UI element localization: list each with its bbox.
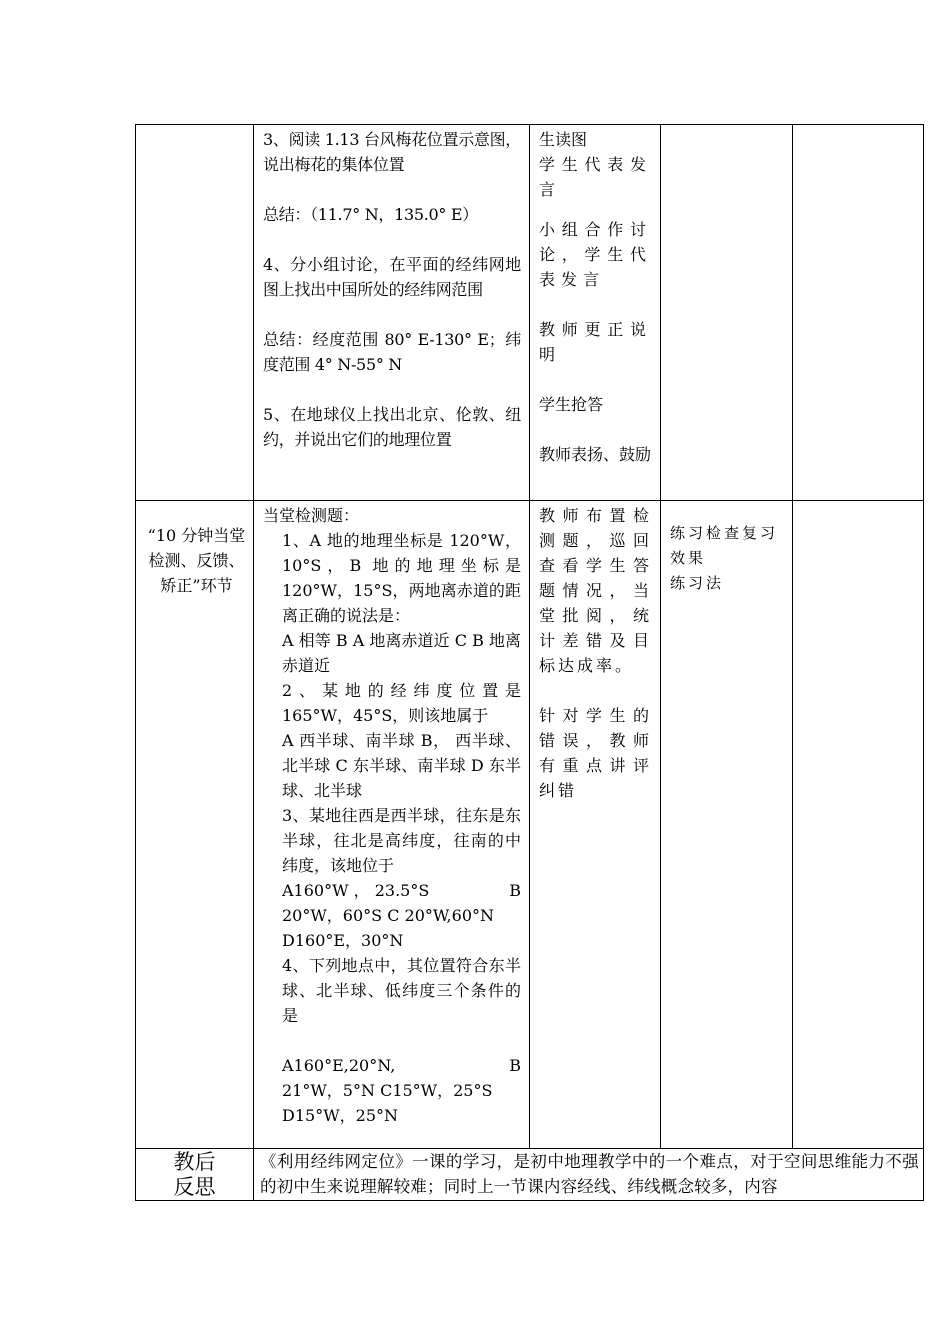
activity-line: 生读图	[539, 130, 588, 149]
content-line: 3、阅读 1.13 台风梅花位置示意图，说出梅花的集体位置	[263, 130, 521, 174]
reflection-text: 《利用经纬网定位》一课的学习，是初中地理教学中的一个难点，对于空间思维能力不强的初中生来说理解较难；同时上一节课内容经线、纬线概念较多，内容	[260, 1152, 919, 1196]
activity-text: 教师布置检测题，巡回查看学生答题情况，当堂批阅，统计差错及目标达成率。	[539, 506, 652, 675]
table-row	[136, 125, 924, 501]
question-4: 4、下列地点中，其位置符合东半球、北半球、低纬度三个条件的是	[282, 956, 521, 1025]
content-line: 总结：经度范围 80° E-130° E；纬度范围 4° N-55° N	[263, 330, 521, 374]
activity-cell	[530, 501, 661, 1149]
content-line: 4、分小组讨论，在平面的经纬网地图上找出中国所处的经纬网范围	[263, 255, 521, 299]
question-1: 1、A 地的地理坐标是 120°W，10°S，B 地的地理坐标是 120°W，15°S，两地离赤道的距离正确的说法是：	[282, 531, 521, 625]
reflection-title: 反思	[173, 1175, 216, 1199]
stage-label: “10 分钟当堂检测、反馈、矫正”环节	[147, 526, 246, 595]
method-cell	[661, 501, 793, 1149]
option-text: B	[509, 1056, 521, 1075]
activity-line: 学生代表发言	[539, 155, 652, 199]
option-text: D15°W，25°N	[282, 1106, 398, 1125]
activity-line: 学生抢答	[539, 395, 604, 414]
lesson-plan-table	[135, 124, 924, 1201]
question-4-options-row	[282, 1053, 521, 1078]
option-text: D160°E，30°N	[282, 931, 404, 950]
option-text: 21°W，5°N C15°W，25°S	[282, 1081, 493, 1100]
reflection-cell	[254, 1149, 924, 1201]
option-text: A160°E,20°N,	[282, 1056, 396, 1075]
stage-cell	[136, 501, 254, 1149]
activity-line: 小组合作讨论，学生代表发言	[539, 220, 652, 289]
question-3-options-row	[282, 878, 521, 903]
method-text: 练习检查复习效果 练习法	[670, 524, 779, 592]
reflection-title: 教后	[173, 1150, 216, 1174]
question-2: 2、某地的经纬度位置是 165°W，45°S，则该地属于	[282, 681, 521, 725]
content-cell	[254, 125, 530, 501]
activity-cell	[530, 125, 661, 501]
question-3: 3、某地往西是西半球，往东是东半球，往北是高纬度，往南的中纬度，该地位于	[282, 806, 521, 875]
option-text: B	[509, 881, 521, 900]
activity-line: 教师更正说明	[539, 320, 652, 364]
notes-cell	[793, 125, 924, 501]
content-line: 总结：（11.7° N，135.0° E）	[263, 205, 478, 224]
content-cell	[254, 501, 530, 1149]
stage-cell	[136, 125, 254, 501]
activity-text: 针对学生的错误，教师有重点讲评纠错	[539, 706, 652, 800]
reflection-title-cell	[136, 1149, 254, 1201]
method-cell	[661, 125, 793, 501]
table-row	[136, 501, 924, 1149]
activity-line: 教师表扬、鼓励	[539, 445, 652, 464]
table-row	[136, 1149, 924, 1201]
notes-cell	[793, 501, 924, 1149]
question-1-options: A 相等 B A 地离赤道近 C B 地离赤道近	[282, 631, 521, 675]
quiz-title: 当堂检测题：	[263, 506, 360, 525]
question-2-options: A 西半球、南半球 B， 西半球、北半球 C 东半球、南半球 D 东半球、北半球	[282, 731, 521, 800]
content-line: 5、在地球仪上找出北京、伦敦、纽约，并说出它们的地理位置	[263, 405, 521, 449]
option-text: A160°W ， 23.5°S	[282, 881, 430, 900]
option-text: 20°W，60°S C 20°W,60°N	[282, 906, 494, 925]
